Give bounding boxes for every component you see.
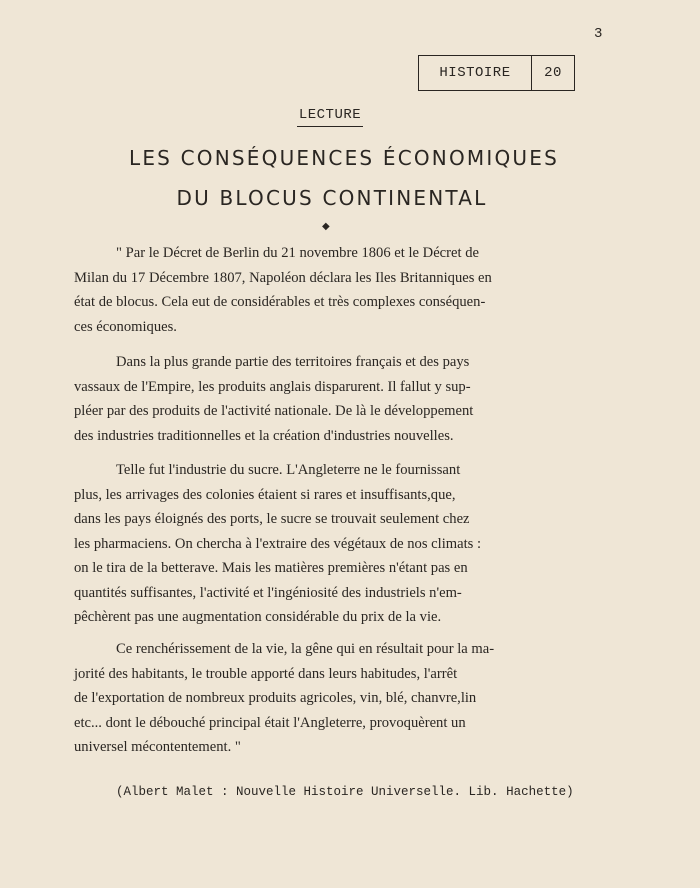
text-line: Telle fut l'industrie du sucre. L'Angleterre ne le fournissant xyxy=(116,462,461,478)
text-line: pêchèrent pas une augmentation considérable du prix de la vie. xyxy=(74,609,442,625)
text-line: quantités suffisantes, l'activité et l'ingéniosité des industriels n'em- xyxy=(74,584,462,601)
section-heading-text: LECTURE xyxy=(297,107,363,127)
text-line: pléer par des produits de l'activité nationale. De là le développement xyxy=(74,403,474,419)
text-line: universel mécontentement. " xyxy=(74,739,241,755)
title-line-2: DU BLOCUS CONTINENTAL xyxy=(176,186,488,210)
subject-name: HISTOIRE xyxy=(419,56,532,90)
text-line: Dans la plus grande partie des territoires français et des pays xyxy=(116,354,470,370)
text-line: des industries traditionnelles et la création d'industries nouvelles. xyxy=(74,427,454,444)
text-line: de l'exportation de nombreux produits agricoles, vin, blé, chanvre,lin xyxy=(74,690,477,706)
page-number: 3 xyxy=(594,26,603,42)
text-line: vassaux de l'Empire, les produits anglais disparurent. Il fallut y sup- xyxy=(74,378,471,395)
paragraph-1 xyxy=(74,241,614,339)
text-line: jorité des habitants, le trouble apporté dans leurs habitudes, l'arrêt xyxy=(74,665,458,682)
text-line: Ce renchérissement de la vie, la gêne qui en résultait pour la ma- xyxy=(116,641,495,657)
title-line-1: LES CONSÉQUENCES ÉCONOMIQUES xyxy=(129,146,559,170)
paragraph-4 xyxy=(74,637,614,760)
text-line: Milan du 17 Décembre 1807, Napoléon déclara les Iles Britanniques en xyxy=(74,269,492,286)
subject-box xyxy=(418,55,575,91)
text-line: on le tira de la betterave. Mais les matières premières n'étant pas en xyxy=(74,560,468,576)
text-line: etc... dont le débouché principal était l'Angleterre, provoquèrent un xyxy=(74,714,466,731)
paragraph-2 xyxy=(74,350,614,448)
subject-number: 20 xyxy=(544,65,562,81)
section-heading xyxy=(0,107,660,123)
text-line: plus, les arrivages des colonies étaient si rares et insuffisants,que, xyxy=(74,486,456,503)
separator-diamond: ◆ xyxy=(322,221,330,232)
text-line: état de blocus. Cela eut de considérables et très complexes conséquen- xyxy=(74,294,486,310)
text-line: les pharmaciens. On chercha à l'extraire des végétaux de nos climats : xyxy=(74,535,482,552)
citation: (Albert Malet : Nouvelle Histoire Universelle. Lib. Hachette) xyxy=(116,785,574,799)
paragraph-3 xyxy=(74,458,614,630)
text-line: ces économiques. xyxy=(74,318,177,335)
text-line: " Par le Décret de Berlin du 21 novembre 1806 et le Décret de xyxy=(116,245,479,261)
text-line: dans les pays éloignés des ports, le sucre se trouvait seulement chez xyxy=(74,511,470,527)
